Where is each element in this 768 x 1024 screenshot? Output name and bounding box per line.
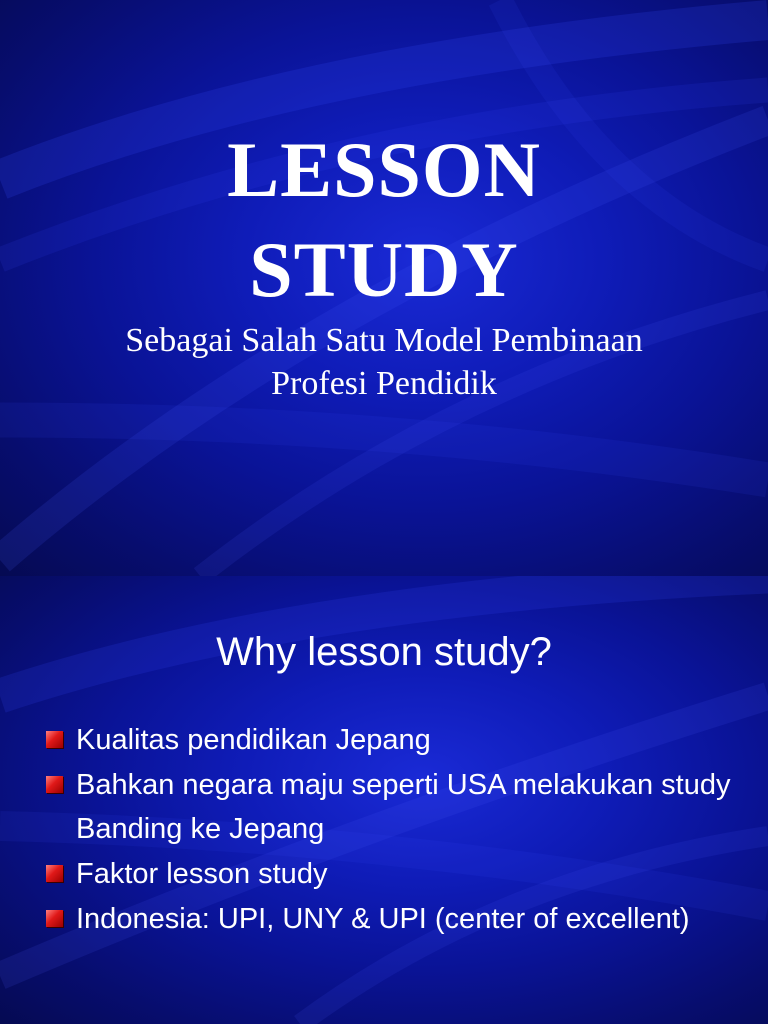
bullet-list [46,718,746,942]
list-item [46,852,746,896]
red-square-bullet-icon [46,731,63,748]
red-square-bullet-icon [46,910,63,927]
list-item [46,763,746,851]
red-square-bullet-icon [46,865,63,882]
bullet-text: Kualitas pendidikan Jepang [76,724,431,756]
slide-1-title-line-1: LESSON [227,126,541,213]
slide-1-subtitle-line-1: Sebagai Salah Satu Model Pembinaan [125,322,643,359]
red-square-bullet-icon [46,776,63,793]
bullet-text: Indonesia: UPI, UNY & UPI (center of excellent) [76,903,690,935]
list-item [46,897,746,941]
bullet-text: Faktor lesson study [76,858,328,890]
list-item [46,718,746,762]
slide-1-title-line-2: STUDY [249,226,519,313]
bullet-text: Bahkan negara maju seperti USA melakukan study Banding ke Jepang [76,769,731,845]
slide-1-subtitle-line-2: Profesi Pendidik [271,365,497,402]
slide-2-title: Why lesson study? [216,630,552,674]
